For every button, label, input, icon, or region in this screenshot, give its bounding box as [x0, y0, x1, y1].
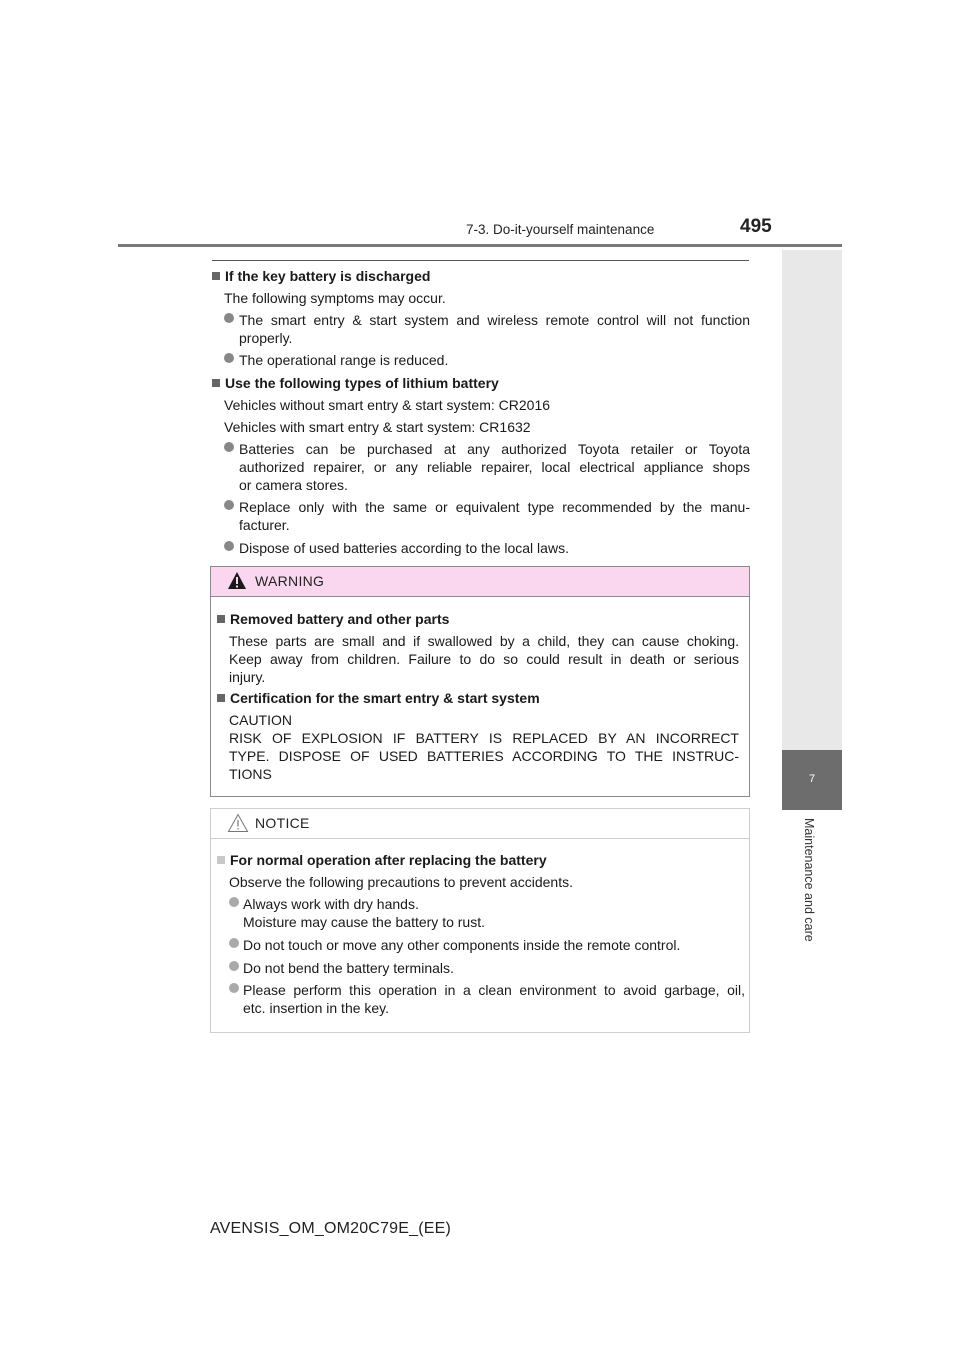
notice-triangle-icon — [227, 813, 249, 833]
bullet-icon — [224, 313, 234, 323]
bullet-icon — [224, 500, 234, 510]
section-heading: If the key battery is discharged — [212, 268, 430, 284]
bullet-icon — [224, 541, 234, 551]
warning-header — [211, 567, 749, 597]
notice-heading: For normal operation after replacing the battery — [217, 852, 547, 868]
list-item: The smart entry & start system and wireless remote control will not function properly. — [224, 311, 750, 347]
list-item: Replace only with the same or equivalent type recommended by the manu- facturer. — [224, 498, 750, 534]
page-number: 495 — [740, 216, 772, 237]
bullet-icon — [224, 442, 234, 452]
notice-header — [211, 809, 749, 839]
side-tab-strip — [782, 250, 842, 750]
warning-title: WARNING — [255, 573, 325, 589]
bullet-icon — [229, 897, 239, 907]
list-item: Do not bend the battery terminals. — [229, 959, 745, 977]
notice-intro: Observe the following precautions to prevent accidents. — [229, 874, 573, 890]
list-item: Do not touch or move any other components inside the remote control. — [229, 936, 745, 954]
warning-item-text: These parts are small and if swallowed by a child, they can cause choking. Keep away from children. Failure to do so could result in death or serious injury. — [229, 633, 739, 685]
list-item: Batteries can be purchased at any authorized Toyota retailer or Toyota authorized repairer, or any reliable repairer, local electrical appliance shops or camera stores. — [224, 440, 750, 494]
notice-box — [210, 808, 750, 1033]
list-item: The operational range is reduced. — [224, 351, 750, 369]
battery-type-line: Vehicles without smart entry & start system: CR2016 — [224, 397, 551, 413]
notice-title: NOTICE — [255, 815, 310, 831]
bullet-icon — [229, 938, 239, 948]
square-bullet-icon — [212, 272, 220, 280]
running-header-section: 7-3. Do-it-yourself maintenance — [466, 222, 655, 237]
warning-triangle-icon — [227, 571, 247, 590]
warning-item-heading: Removed battery and other parts — [217, 611, 449, 627]
bullet-icon — [224, 353, 234, 363]
header-rule — [118, 244, 842, 247]
list-item: Always work with dry hands. Moisture may cause the battery to rust. — [229, 895, 745, 931]
chapter-tab-label: Maintenance and care — [802, 818, 816, 942]
bullet-icon — [229, 983, 239, 993]
bullet-icon — [229, 961, 239, 971]
section-rule — [212, 260, 749, 261]
section-heading: Use the following types of lithium battery — [212, 375, 499, 391]
square-bullet-icon — [217, 615, 225, 623]
square-bullet-icon — [217, 856, 225, 864]
square-bullet-icon — [217, 694, 225, 702]
list-item: Dispose of used batteries according to the local laws. — [224, 539, 750, 557]
warning-item-text: CAUTION RISK OF EXPLOSION IF BATTERY IS REPLACED BY AN INCORRECT TYPE. DISPOSE OF USED BATTERIES ACCORDING TO THE INSTRUC- TIONS — [229, 712, 739, 782]
square-bullet-icon — [212, 379, 220, 387]
section-intro: The following symptoms may occur. — [224, 290, 446, 306]
warning-item-heading: Certification for the smart entry & start system — [217, 690, 540, 706]
list-item: Please perform this operation in a clean environment to avoid garbage, oil, etc. insertion in the key. — [229, 981, 745, 1017]
chapter-tab-number: 7 — [782, 750, 842, 810]
battery-type-line: Vehicles with smart entry & start system: CR1632 — [224, 419, 531, 435]
document-code: AVENSIS_OM_OM20C79E_(EE) — [210, 1220, 452, 1237]
warning-box — [210, 566, 750, 797]
